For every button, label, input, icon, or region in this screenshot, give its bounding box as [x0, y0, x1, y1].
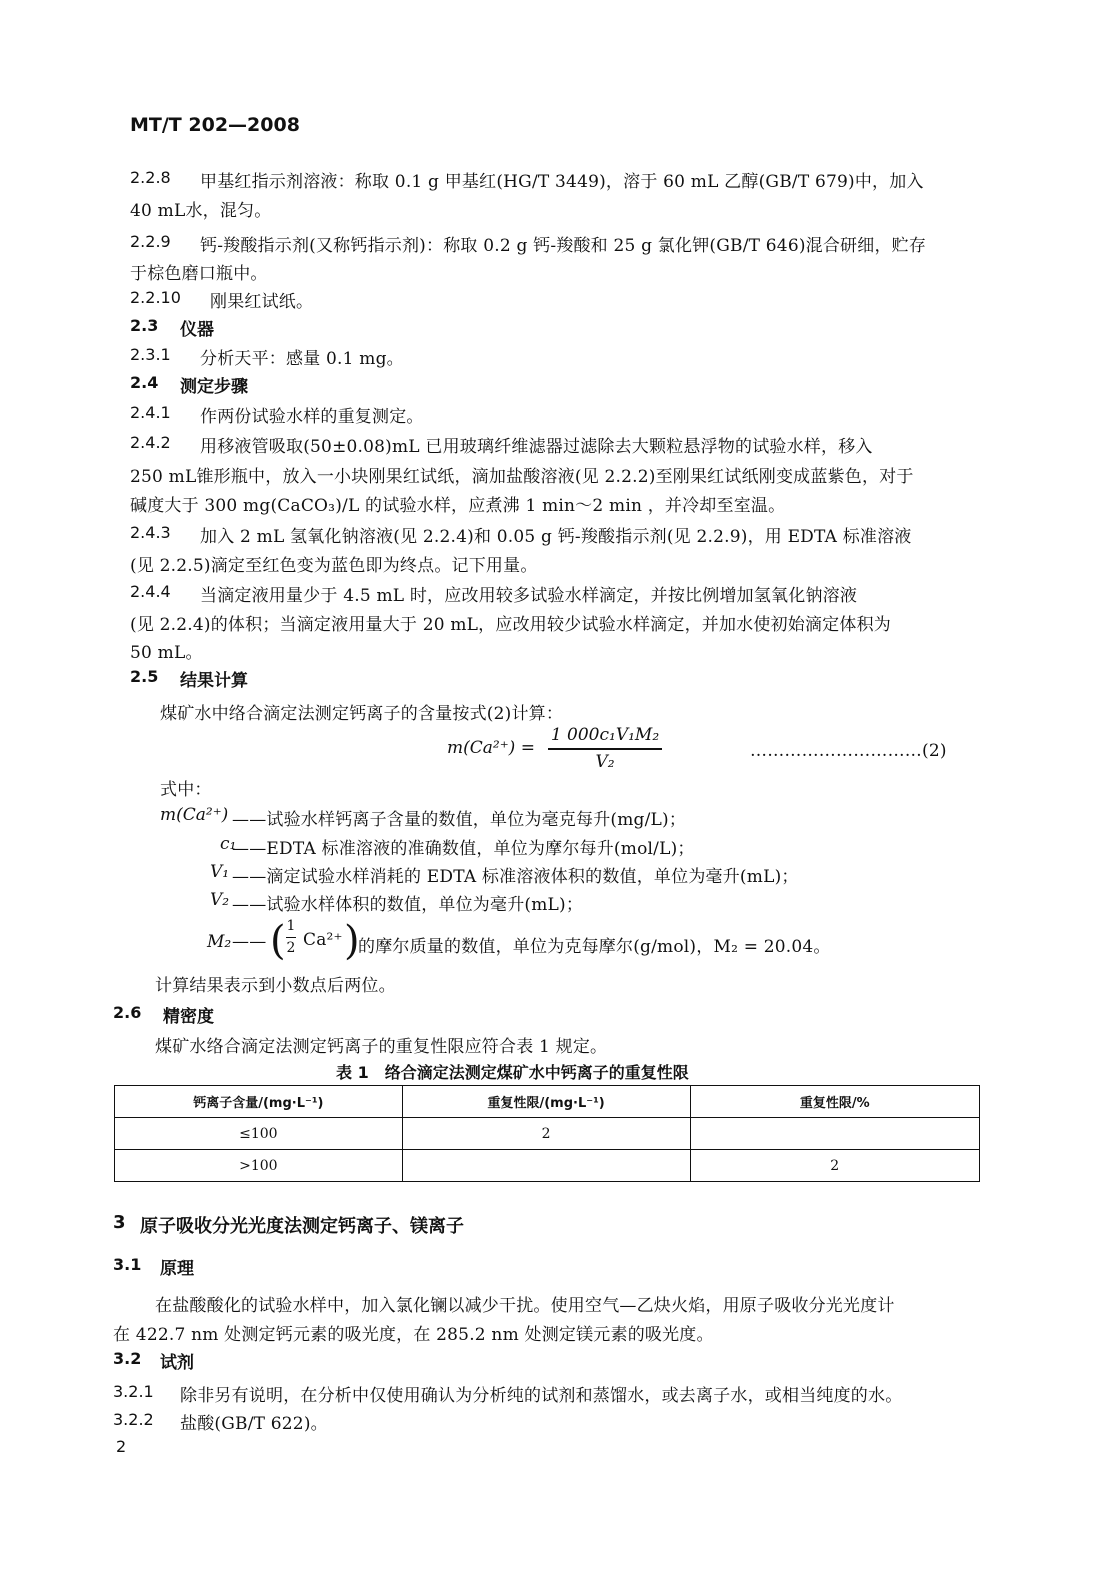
symbol-definition: ——试验水样钙离子含量的数值，单位为毫克每升(mg/L)； — [232, 810, 687, 830]
formula-numerator: 1 000c₁V₁M₂ — [550, 725, 660, 745]
clause-text: 煤矿水络合滴定法测定钙离子的重复性限应符合表 1 规定。 — [155, 1037, 608, 1057]
clause-number: 2.4.3 — [130, 523, 171, 542]
repeatability-table — [114, 1085, 980, 1182]
standard-code-header: MT/T 202—2008 — [130, 114, 300, 136]
section-title: 原理 — [160, 1259, 194, 1279]
section-number: 2.6 — [113, 1003, 142, 1022]
fraction-bar — [548, 748, 662, 750]
clause-text: 在盐酸酸化的试验水样中，加入氯化镧以减少干扰。使用空气—乙炔火焰，用原子吸收分光光度计 — [155, 1296, 895, 1316]
section-title: 测定步骤 — [180, 377, 248, 397]
chapter-title: 原子吸收分光光度法测定钙离子、镁离子 — [140, 1216, 464, 1237]
left-paren: ( — [270, 918, 286, 964]
dash: —— — [232, 932, 267, 952]
table-cell: 2 — [402, 1118, 690, 1150]
page-number: 2 — [116, 1437, 127, 1456]
table-cell: >100 — [115, 1150, 403, 1182]
section-title: 精密度 — [163, 1007, 214, 1027]
clause-text: 碱度大于 300 mg(CaCO₃)/L 的试验水样，应煮沸 1 min～2 min ，并冷却至室温。 — [130, 496, 786, 516]
clause-number: 2.2.9 — [130, 232, 171, 251]
clause-text: 于棕色磨口瓶中。 — [130, 264, 268, 284]
symbol: M₂ — [207, 932, 232, 952]
section-title: 仪器 — [180, 320, 214, 340]
table-header-cell: 重复性限/% — [690, 1086, 980, 1118]
result-precision: 计算结果表示到小数点后两位。 — [155, 976, 396, 996]
clause-text: 40 mL水，混匀。 — [130, 201, 272, 221]
clause-text: (见 2.2.4)的体积；当滴定液用量大于 20 mL，应改用较少试验水样滴定，并加水使初始滴定体积为 — [130, 615, 891, 635]
symbol-definition: ——试验水样体积的数值，单位为毫升(mL)； — [232, 895, 584, 915]
clause-text: 除非另有说明，在分析中仅使用确认为分析纯的试剂和蒸馏水，或去离子水，或相当纯度的水。 — [180, 1386, 903, 1406]
clause-text: (见 2.2.5)滴定至红色变为蓝色即为终点。记下用量。 — [130, 556, 538, 576]
symbol: m(Ca²⁺) — [160, 805, 229, 825]
clause-number: 2.2.10 — [130, 288, 181, 307]
clause-number: 2.3.1 — [130, 345, 171, 364]
section-title: 试剂 — [160, 1353, 194, 1373]
clause-text: 甲基红指示剂溶液：称取 0.1 g 甲基红(HG/T 3449)，溶于 60 mL 乙醇(GB/T 679)中，加入 — [200, 172, 924, 192]
symbol-definition: ——滴定试验水样消耗的 EDTA 标准溶液体积的数值，单位为毫升(mL)； — [232, 867, 799, 887]
table-row — [115, 1118, 980, 1150]
table-caption: 表 1 络合滴定法测定煤矿水中钙离子的重复性限 — [336, 1063, 689, 1082]
clause-text: 加入 2 mL 氢氧化钠溶液(见 2.2.4)和 0.05 g 钙-羧酸指示剂(见 2.2.9)，用 EDTA 标准溶液 — [200, 527, 912, 547]
table-cell: ≤100 — [115, 1118, 403, 1150]
table-cell: 2 — [690, 1150, 980, 1182]
symbol-definition: ——EDTA 标准溶液的准确数值，单位为摩尔每升(mol/L)； — [232, 839, 695, 859]
table-header-cell: 重复性限/(mg·L⁻¹) — [402, 1086, 690, 1118]
calc-intro: 煤矿水中络合滴定法测定钙离子的含量按式(2)计算： — [160, 704, 564, 724]
symbol: V₁ — [210, 862, 230, 882]
clause-text: 分析天平：感量 0.1 mg。 — [200, 349, 404, 369]
table-cell — [690, 1118, 980, 1150]
fraction-bar — [286, 937, 296, 938]
clause-text: 作两份试验水样的重复测定。 — [200, 407, 424, 427]
clause-text: 盐酸(GB/T 622)。 — [180, 1414, 328, 1434]
right-paren: ) — [344, 918, 360, 964]
clause-text: 钙-羧酸指示剂(又称钙指示剂)：称取 0.2 g 钙-羧酸和 25 g 氯化钾(GB/T 646)混合研细，贮存 — [200, 236, 927, 256]
half-denominator: 2 — [286, 940, 296, 956]
clause-text: 250 mL锥形瓶中，放入一小块刚果红试纸，滴加盐酸溶液(见 2.2.2)至刚果红试纸刚变成蓝紫色，对于 — [130, 467, 914, 487]
clause-text: 在 422.7 nm 处测定钙元素的吸光度，在 285.2 nm 处测定镁元素的吸光度。 — [113, 1325, 714, 1345]
where-label: 式中： — [160, 780, 212, 800]
formula-denominator: V₂ — [595, 752, 615, 772]
clause-text: 当滴定液用量少于 4.5 mL 时，应改用较多试验水样滴定，并按比例增加氢氧化钠溶液 — [200, 586, 858, 606]
section-number: 2.3 — [130, 316, 159, 335]
clause-number: 2.4.4 — [130, 582, 171, 601]
section-number: 3.2 — [113, 1349, 142, 1368]
clause-text: 50 mL。 — [130, 643, 203, 663]
clause-text: 用移液管吸取(50±0.08)mL 已用玻璃纤维滤器过滤除去大颗粒悬浮物的试验水样，移入 — [200, 437, 873, 457]
formula-lhs: m(Ca²⁺) = — [447, 738, 535, 758]
clause-number: 2.2.8 — [130, 168, 171, 187]
symbol-definition: 的摩尔质量的数值，单位为克每摩尔(g/mol)，M₂ = 20.04。 — [358, 937, 831, 957]
clause-number: 3.2.2 — [113, 1410, 154, 1429]
table-row — [115, 1150, 980, 1182]
section-title: 结果计算 — [180, 671, 248, 691]
clause-text: 刚果红试纸。 — [210, 292, 314, 312]
symbol: V₂ — [210, 890, 230, 910]
section-number: 2.5 — [130, 667, 159, 686]
clause-number: 3.2.1 — [113, 1382, 154, 1401]
ion-symbol: Ca²⁺ — [303, 930, 343, 950]
clause-number: 2.4.2 — [130, 433, 171, 452]
chapter-number: 3 — [113, 1212, 126, 1233]
half-numerator: 1 — [286, 918, 296, 934]
formula-tag: …………………………(2) — [750, 741, 947, 761]
clause-number: 2.4.1 — [130, 403, 171, 422]
symbol: c₁ — [220, 834, 237, 854]
table-header-cell: 钙离子含量/(mg·L⁻¹) — [115, 1086, 403, 1118]
table-header-row — [115, 1086, 980, 1118]
table-cell — [402, 1150, 690, 1182]
section-number: 3.1 — [113, 1255, 142, 1274]
section-number: 2.4 — [130, 373, 159, 392]
